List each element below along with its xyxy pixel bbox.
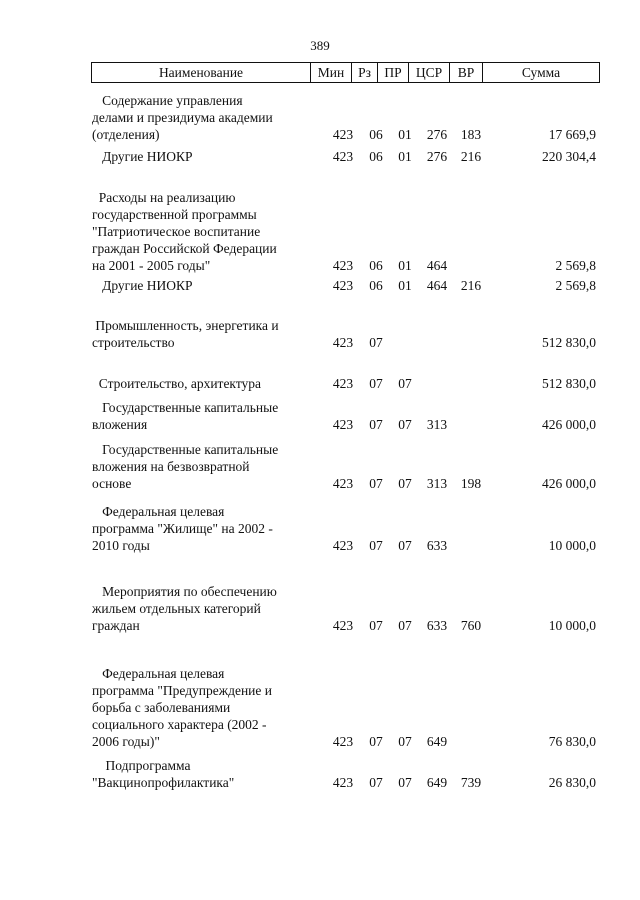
row-name: Промышленность, энергетика и строительство: [92, 318, 279, 350]
row-name: Другие НИОКР: [92, 149, 193, 164]
row-name: Мероприятия по обеспечению жильем отдельных категорий граждан: [92, 584, 277, 633]
row-vr: 198: [460, 476, 482, 491]
row-sum: 10 000,0: [548, 538, 596, 553]
row-pr: 07: [398, 734, 412, 749]
row-min: 423: [332, 376, 354, 391]
row-vr: 183: [460, 127, 482, 142]
table-row: [0, 503, 640, 583]
row-pr: 07: [398, 476, 412, 491]
row-pr: 07: [398, 618, 412, 633]
row-csr: 633: [426, 618, 448, 633]
budget-table-body: [0, 92, 640, 797]
row-pr: 01: [398, 278, 412, 293]
row-min: 423: [332, 775, 354, 790]
row-rz: 06: [369, 149, 383, 164]
row-name: Строительство, архитектура: [92, 376, 262, 391]
table-row: [0, 277, 640, 317]
header-sum: Сумма: [521, 65, 561, 80]
row-pr: 07: [398, 417, 412, 432]
row-sum: 2 569,8: [555, 278, 596, 293]
row-min: 423: [332, 149, 354, 164]
row-sum: 10 000,0: [548, 618, 596, 633]
row-csr: 649: [426, 734, 448, 749]
row-name: Федеральная целевая программа "Жилище" на 2002 - 2010 годы: [92, 504, 273, 553]
row-vr: 216: [460, 149, 482, 164]
row-pr: 01: [398, 149, 412, 164]
header-csr: ЦСР: [415, 65, 443, 80]
row-name: Другие НИОКР: [92, 278, 193, 293]
row-min: 423: [332, 538, 354, 553]
table-row: [0, 145, 640, 189]
table-row: [0, 399, 640, 441]
row-sum: 512 830,0: [542, 335, 596, 350]
row-sum: 220 304,4: [542, 149, 596, 164]
header-rz: Рз: [358, 65, 371, 80]
table-row: [0, 441, 640, 503]
row-csr: 464: [426, 278, 448, 293]
header-name: Наименование: [158, 65, 244, 80]
table-row: [0, 583, 640, 665]
row-rz: 06: [369, 278, 383, 293]
row-csr: 649: [426, 775, 448, 790]
row-csr: 276: [426, 149, 448, 164]
row-rz: 07: [369, 538, 383, 553]
row-min: 423: [332, 618, 354, 633]
table-row: [0, 317, 640, 375]
row-csr: 313: [426, 476, 448, 491]
row-rz: 07: [369, 376, 383, 391]
row-name: Федеральная целевая программа "Предупреждение и борьба с заболеваниями социального характера (2002 - 2006 годы)": [92, 666, 273, 749]
row-name: Содержание управления делами и президиума академии (отделения): [92, 93, 273, 142]
page-number: 389: [310, 38, 330, 53]
row-name: Расходы на реализацию государственной программы "Патриотическое воспитание граждан Российской Федерации на 2001 - 2005 годы": [92, 190, 277, 273]
row-vr: 216: [460, 278, 482, 293]
header-min: Мин: [317, 65, 345, 80]
row-name: Государственные капитальные вложения на безвозвратной основе: [92, 442, 279, 491]
row-rz: 07: [369, 335, 383, 350]
row-sum: 2 569,8: [555, 258, 596, 273]
row-sum: 26 830,0: [548, 775, 596, 790]
row-csr: 313: [426, 417, 448, 432]
row-pr: 01: [398, 127, 412, 142]
table-row: [0, 189, 640, 277]
table-row: [0, 665, 640, 757]
row-min: 423: [332, 417, 354, 432]
row-min: 423: [332, 258, 354, 273]
row-rz: 06: [369, 127, 383, 142]
row-csr: 464: [426, 258, 448, 273]
row-min: 423: [332, 476, 354, 491]
row-min: 423: [332, 734, 354, 749]
row-rz: 07: [369, 476, 383, 491]
row-vr: 739: [460, 775, 482, 790]
row-rz: 07: [369, 734, 383, 749]
row-pr: 07: [398, 538, 412, 553]
table-header: [91, 62, 600, 83]
row-sum: 512 830,0: [542, 376, 596, 391]
row-csr: 276: [426, 127, 448, 142]
row-name: Государственные капитальные вложения: [92, 400, 279, 432]
row-min: 423: [332, 335, 354, 350]
row-vr: 760: [460, 618, 482, 633]
row-sum: 426 000,0: [542, 476, 596, 491]
row-rz: 07: [369, 775, 383, 790]
header-vr: ВР: [457, 65, 475, 80]
row-csr: 633: [426, 538, 448, 553]
table-row: [0, 757, 640, 797]
row-sum: 17 669,9: [548, 127, 596, 142]
row-sum: 76 830,0: [548, 734, 596, 749]
row-pr: 01: [398, 258, 412, 273]
row-rz: 07: [369, 618, 383, 633]
row-min: 423: [332, 278, 354, 293]
row-min: 423: [332, 127, 354, 142]
row-name: Подпрограмма "Вакцинопрофилактика": [92, 758, 235, 790]
row-pr: 07: [398, 775, 412, 790]
row-pr: 07: [398, 376, 412, 391]
row-sum: 426 000,0: [542, 417, 596, 432]
table-row: [0, 92, 640, 145]
header-pr: ПР: [384, 65, 402, 80]
table-row: [0, 375, 640, 399]
row-rz: 07: [369, 417, 383, 432]
row-rz: 06: [369, 258, 383, 273]
